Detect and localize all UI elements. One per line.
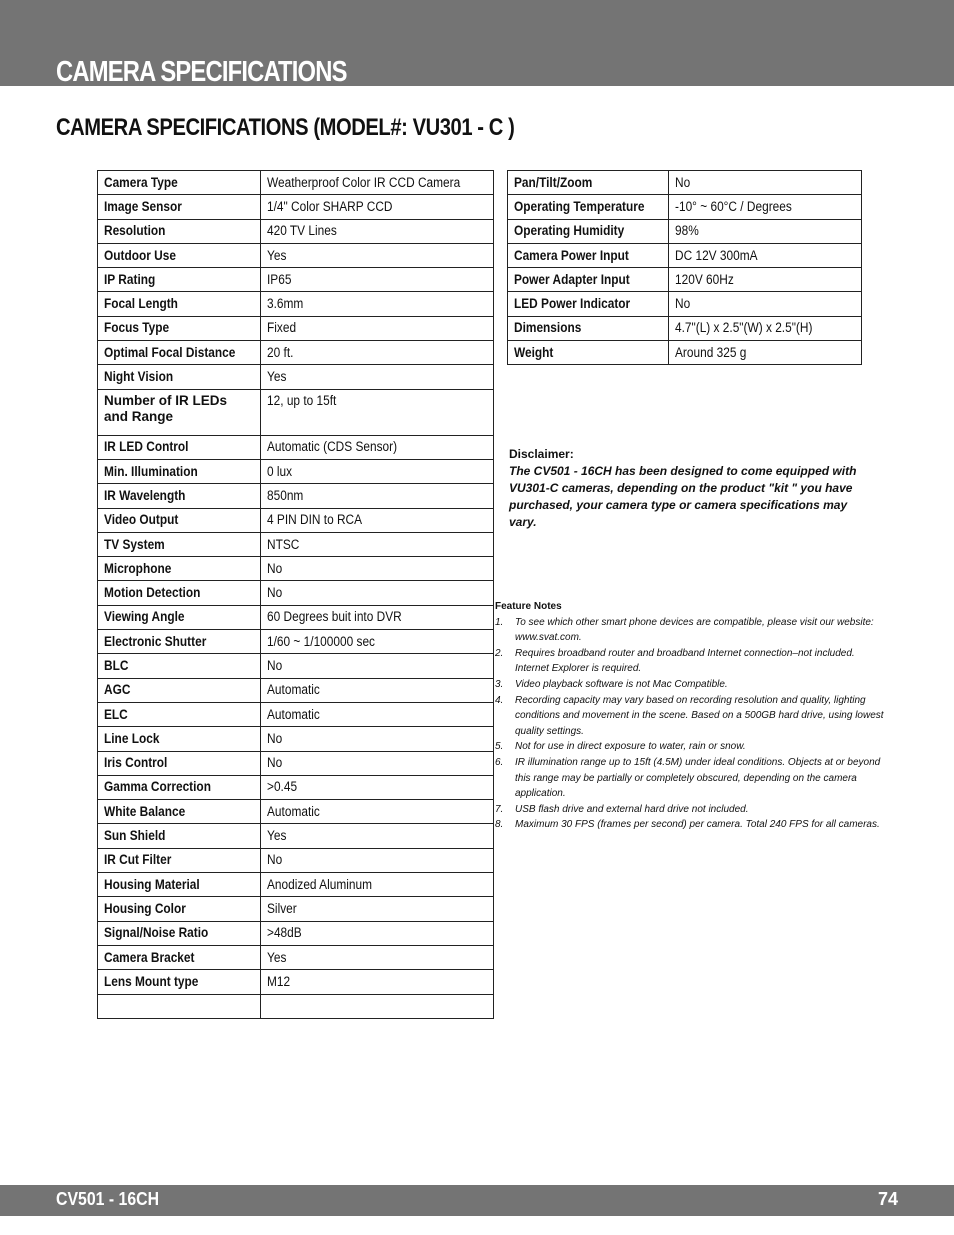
spec-row [98,848,494,872]
feature-note-number: 4. [495,694,504,706]
spec-label [98,994,261,1018]
spec-label: Dimensions [508,316,669,340]
spec-label: Signal/Noise Ratio [98,921,261,945]
spec-value: Around 325 g [669,341,862,365]
feature-note-item [495,739,890,755]
feature-note-number: 1. [495,616,504,628]
spec-value: 850nm [261,484,494,508]
feature-note-item [495,615,890,646]
spec-row [98,508,494,532]
spec-label: Focus Type [98,316,261,340]
spec-label: Viewing Angle [98,605,261,629]
spec-label: Min. Illumination [98,459,261,483]
spec-label: Camera Power Input [508,243,669,267]
spec-label: Focal Length [98,292,261,316]
spec-value: No [669,292,862,316]
spec-label: Camera Type [98,171,261,195]
spec-row [508,268,862,292]
feature-note-number: 6. [495,756,504,768]
spec-row [98,605,494,629]
footer-model: CV501 - 16CH [56,1189,160,1209]
spec-label: IP Rating [98,268,261,292]
spec-row [98,557,494,581]
spec-value: -10° ~ 60°C / Degrees [669,195,862,219]
spec-row [98,751,494,775]
feature-notes-heading: Feature Notes [495,601,562,612]
spec-row [98,435,494,459]
camera-spec-table [97,170,494,1019]
spec-row [98,459,494,483]
spec-label: IR LED Control [98,435,261,459]
disclaimer-heading: Disclaimer: [509,447,574,461]
spec-value: No [261,751,494,775]
spec-value: 4 PIN DIN to RCA [261,508,494,532]
spec-row [98,316,494,340]
feature-notes-list [495,615,890,833]
spec-row [98,630,494,654]
disclaimer-body: The CV501 - 16CH has been designed to come equipped with VU301-C cameras, depending on the product "kit " you have purchased, your camera type or camera specifications may vary. [509,464,857,529]
feature-note-item [495,802,890,818]
spec-row [98,581,494,605]
spec-row [98,994,494,1018]
header-band [0,0,954,86]
spec-label: Motion Detection [98,581,261,605]
feature-note-text: Not for use in direct exposure to water, rain or snow. [515,741,746,753]
spec-value: Fixed [261,316,494,340]
spec-row [98,800,494,824]
spec-row [98,945,494,969]
spec-label: Power Adapter Input [508,268,669,292]
feature-note-text: Recording capacity may vary based on recording resolution and quality, lighting conditions and movement in the scene. Based on a 500GB hard drive, using lowest quality settings. [515,694,884,737]
feature-note-number: 2. [495,647,504,659]
spec-value: Weatherproof Color IR CCD Camera [261,171,494,195]
spec-row [98,219,494,243]
spec-label: Line Lock [98,727,261,751]
feature-note-number: 3. [495,678,504,690]
page-number: 74 [877,1189,898,1209]
spec-value: Yes [261,243,494,267]
spec-row [98,341,494,365]
feature-note-text: To see which other smart phone devices are compatible, please visit our website: www.svat.com. [515,616,874,644]
spec-value: IP65 [261,268,494,292]
feature-note-number: 5. [495,741,504,753]
spec-label: IR Cut Filter [98,848,261,872]
spec-label: TV System [98,532,261,556]
spec-label: Gamma Correction [98,775,261,799]
spec-label: Electronic Shutter [98,630,261,654]
spec-label: Weight [508,341,669,365]
spec-label: Night Vision [98,365,261,389]
feature-note-text: Video playback software is not Mac Compatible. [515,678,728,690]
spec-value: No [261,581,494,605]
spec-value: 420 TV Lines [261,219,494,243]
feature-note-item [495,693,890,740]
spec-row [98,873,494,897]
spec-value: No [261,848,494,872]
spec-value: 98% [669,219,862,243]
spec-label: BLC [98,654,261,678]
spec-value: 4.7"(L) x 2.5"(W) x 2.5"(H) [669,316,862,340]
spec-value: 1/4" Color SHARP CCD [261,195,494,219]
spec-label: Housing Color [98,897,261,921]
spec-label: Video Output [98,508,261,532]
spec-label: Optimal Focal Distance [98,341,261,365]
spec-row [98,243,494,267]
spec-row [98,824,494,848]
page-title: CAMERA SPECIFICATIONS [56,56,347,88]
feature-note-number: 7. [495,803,504,815]
spec-label: Camera Bracket [98,945,261,969]
spec-value: Automatic [261,800,494,824]
footer-band [0,1185,954,1216]
feature-note-text: USB flash drive and external hard drive not included. [515,803,749,815]
spec-row [98,702,494,726]
spec-row [508,219,862,243]
spec-label: Sun Shield [98,824,261,848]
disclaimer [509,446,869,531]
spec-label: Iris Control [98,751,261,775]
spec-value [261,994,494,1018]
spec-row [98,970,494,994]
spec-value: No [669,171,862,195]
spec-label: Microphone [98,557,261,581]
spec-value: No [261,557,494,581]
feature-note-item [495,755,890,802]
spec-value: Yes [261,824,494,848]
spec-label: Pan/Tilt/Zoom [508,171,669,195]
spec-value: Automatic [261,702,494,726]
spec-value: Automatic [261,678,494,702]
spec-row [508,171,862,195]
spec-row [98,292,494,316]
spec-value: DC 12V 300mA [669,243,862,267]
spec-label: Outdoor Use [98,243,261,267]
feature-note-text: Requires broadband router and broadband Internet connection–not included. Internet Explorer is required. [515,647,855,675]
spec-row [98,484,494,508]
spec-row [508,292,862,316]
spec-value: M12 [261,970,494,994]
spec-value: >48dB [261,921,494,945]
spec-value: Automatic (CDS Sensor) [261,435,494,459]
spec-value: 12, up to 15ft [261,389,494,435]
feature-note-text: IR illumination range up to 15ft (4.5M) under ideal conditions. Objects at or beyond this range may be partially or completely obscured, depending on the camera application. [515,756,881,800]
spec-row [98,365,494,389]
spec-row [98,678,494,702]
spec-value: No [261,654,494,678]
spec-label: LED Power Indicator [508,292,669,316]
spec-row [98,195,494,219]
spec-label: Image Sensor [98,195,261,219]
spec-row [508,341,862,365]
spec-label: IR Wavelength [98,484,261,508]
spec-value: No [261,727,494,751]
feature-notes [495,599,890,833]
spec-label: Operating Humidity [508,219,669,243]
spec-value: Silver [261,897,494,921]
spec-row [98,921,494,945]
feature-note-item [495,677,890,693]
spec-row [98,654,494,678]
spec-row [508,316,862,340]
spec-label: Housing Material [98,873,261,897]
spec-row [98,389,494,435]
spec-label: ELC [98,702,261,726]
section-title: CAMERA SPECIFICATIONS (MODEL#: VU301 - C ) [56,114,515,141]
spec-row [98,727,494,751]
spec-label: Lens Mount type [98,970,261,994]
spec-value: 60 Degrees buit into DVR [261,605,494,629]
spec-label: AGC [98,678,261,702]
spec-value: 120V 60Hz [669,268,862,292]
spec-row [98,775,494,799]
spec-value: 1/60 ~ 1/100000 sec [261,630,494,654]
spec-value: 0 lux [261,459,494,483]
spec-label: Operating Temperature [508,195,669,219]
spec-label: Resolution [98,219,261,243]
spec-value: NTSC [261,532,494,556]
spec-label: Number of IR LEDs and Range [98,389,261,435]
spec-value: 20 ft. [261,341,494,365]
spec-row [98,897,494,921]
spec-row [98,532,494,556]
power-spec-table [507,170,862,365]
spec-value: Yes [261,365,494,389]
feature-note-number: 8. [495,819,504,831]
spec-value: 3.6mm [261,292,494,316]
spec-row [508,243,862,267]
spec-value: Yes [261,945,494,969]
spec-value: Anodized Aluminum [261,873,494,897]
feature-note-item [495,817,890,833]
feature-note-item [495,646,890,677]
feature-note-text: Maximum 30 FPS (frames per second) per camera. Total 240 FPS for all cameras. [515,819,880,831]
spec-label: White Balance [98,800,261,824]
spec-row [98,268,494,292]
spec-row [98,171,494,195]
spec-row [508,195,862,219]
spec-value: >0.45 [261,775,494,799]
